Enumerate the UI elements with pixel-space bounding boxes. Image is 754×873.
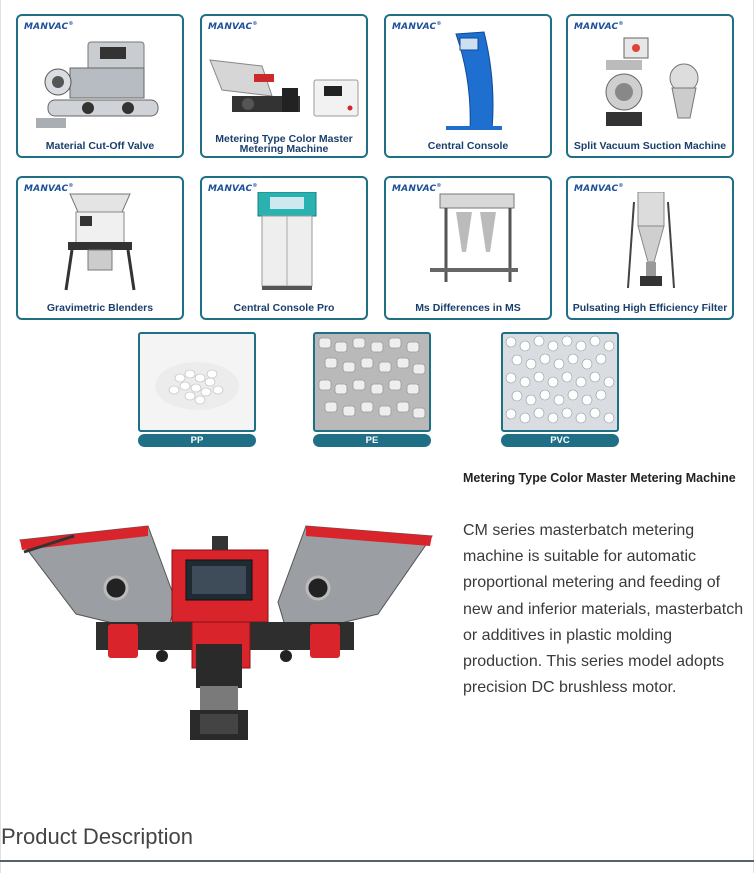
color-master-machine-image xyxy=(202,30,366,130)
material-label: PVC xyxy=(501,434,619,447)
product-card-gravimetric-blenders[interactable] xyxy=(16,176,184,320)
brand-logo: MANVAC® xyxy=(392,21,442,32)
product-card-pulsating-filter[interactable] xyxy=(566,176,734,320)
product-card-cut-off-valve[interactable] xyxy=(16,14,184,158)
product-label: Metering Type Color Master Metering Machine xyxy=(215,133,353,155)
brand-logo: MANVAC® xyxy=(24,183,74,194)
material-pe[interactable] xyxy=(313,332,431,450)
product-label: Gravimetric Blenders xyxy=(46,302,154,314)
product-card-color-master[interactable] xyxy=(200,14,368,158)
color-master-metering-machine-photo xyxy=(16,518,436,750)
cut-off-valve-image xyxy=(18,30,182,130)
gravimetric-blender-image xyxy=(18,192,182,292)
brand-logo: MANVAC® xyxy=(208,21,258,32)
pvc-pellets-image xyxy=(501,332,619,432)
product-detail-description: CM series masterbatch metering machine is suitable for automatic proportional metering and feeding of new and inferior materials, masterbatch or additives in plastic molding production. This series model adopts precision DC brushless motor. xyxy=(463,522,744,697)
product-card-central-console-pro[interactable] xyxy=(200,176,368,320)
product-card-ms-differences[interactable] xyxy=(384,176,552,320)
material-label: PP xyxy=(138,434,256,447)
brand-logo: MANVAC® xyxy=(392,183,442,194)
section-divider xyxy=(0,860,754,862)
central-console-pro-image xyxy=(202,192,366,292)
material-pp[interactable] xyxy=(138,332,256,450)
brand-logo: MANVAC® xyxy=(574,21,624,32)
material-label: PE xyxy=(313,434,431,447)
brand-logo: MANVAC® xyxy=(24,21,74,32)
ms-differences-image xyxy=(386,192,550,292)
section-heading: Product Description xyxy=(1,824,193,849)
pp-pellets-image xyxy=(138,332,256,432)
product-card-split-vacuum[interactable] xyxy=(566,14,734,158)
central-console-image xyxy=(386,30,550,130)
brand-logo: MANVAC® xyxy=(208,183,258,194)
product-label: Split Vacuum Suction Machine xyxy=(573,140,727,152)
pe-pellets-image xyxy=(313,332,431,432)
product-label: Central Console Pro xyxy=(233,302,335,314)
product-label: Pulsating High Efficiency Filter xyxy=(572,302,728,314)
pulsating-filter-image xyxy=(568,192,732,292)
product-detail-title: Metering Type Color Master Metering Machine xyxy=(463,471,736,485)
product-label: Central Console xyxy=(427,140,509,152)
split-vacuum-machine-image xyxy=(568,30,732,130)
product-label: Material Cut-Off Valve xyxy=(45,140,155,152)
material-pvc[interactable] xyxy=(501,332,619,450)
brand-logo: MANVAC® xyxy=(574,183,624,194)
product-label: Ms Differences in MS xyxy=(415,302,521,314)
product-card-central-console[interactable] xyxy=(384,14,552,158)
